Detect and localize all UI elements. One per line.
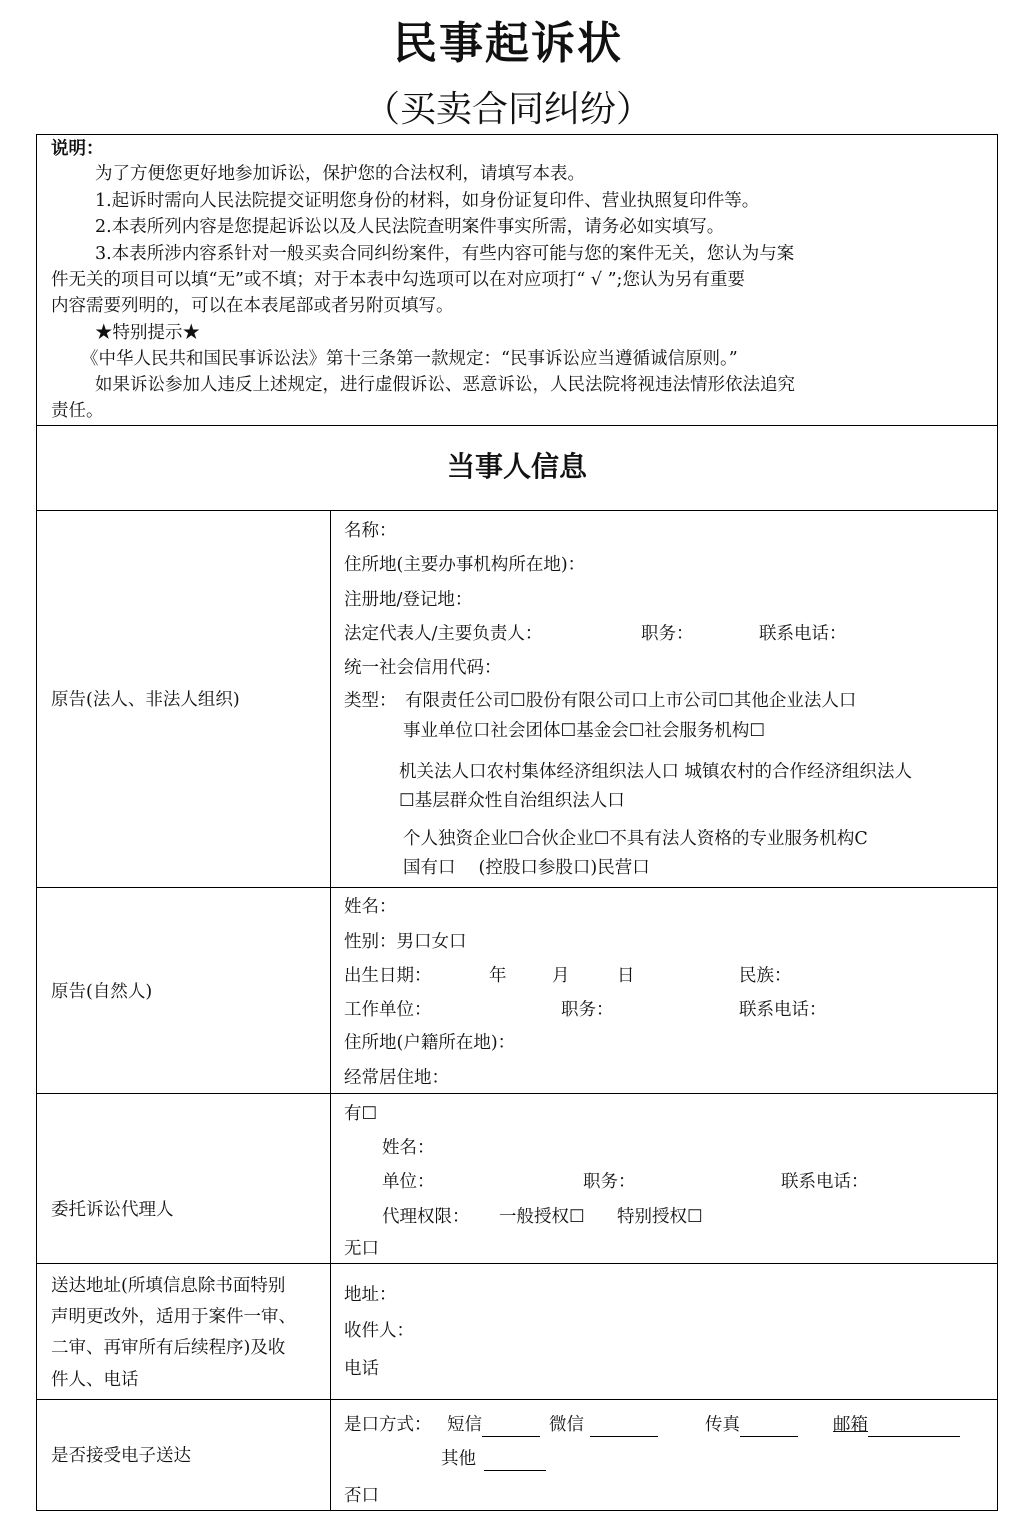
sms-label: 短信: [447, 1415, 482, 1435]
org-type-options[interactable]: ☐基层群众性自治组织法人口: [399, 791, 625, 811]
person-residence-field[interactable]: 经常居住地：: [344, 1068, 449, 1088]
agent-phone-field[interactable]: 联系电话：: [781, 1172, 869, 1192]
general-authority-checkbox[interactable]: 一般授权☐: [499, 1207, 585, 1227]
notes-line: 如果诉讼参加人违反上述规定，进行虚假诉讼、恶意诉讼，人民法院将视违法情形依法追究: [95, 375, 795, 395]
fax-label: 传真: [705, 1415, 740, 1435]
other-blank[interactable]: [484, 1450, 546, 1471]
notes-line: 3.本表所涉内容系针对一般买卖合同纠纷案件，有些内容可能与您的案件无关，您认为与案: [95, 244, 795, 264]
birth-month-label: 月: [552, 966, 570, 986]
divider: [37, 1093, 997, 1094]
agent-name-field[interactable]: 姓名：: [382, 1138, 435, 1158]
org-address-field[interactable]: 住所地(主要办事机构所在地)：: [344, 555, 586, 575]
notes-line: 2.本表所列内容是您提起诉讼以及人民法院查明案件事实所需，请务必如实填写。: [95, 217, 725, 237]
divider: [37, 1399, 997, 1400]
electronic-no-checkbox[interactable]: 否口: [344, 1486, 379, 1506]
column-divider: [330, 510, 331, 1510]
person-birth-field[interactable]: 出生日期：: [344, 966, 432, 986]
sms-blank[interactable]: [482, 1416, 540, 1437]
org-type-label: 类型：: [344, 691, 397, 711]
wechat-option[interactable]: [549, 1413, 658, 1437]
org-phone-field[interactable]: 联系电话：: [759, 624, 847, 644]
org-name-field[interactable]: 名称：: [344, 521, 397, 541]
electronic-yes-checkbox[interactable]: 是口方式：: [344, 1415, 432, 1435]
person-phone-field[interactable]: 联系电话：: [739, 1000, 827, 1020]
notes-line: 《中华人民共和国民事诉讼法》第十三条第一款规定：“民事诉讼应当遵循诚信原则。”: [81, 349, 738, 369]
service-label-line: 二审、再审所有后续程序)及收: [51, 1338, 286, 1358]
service-recipient-field[interactable]: 收件人：: [344, 1321, 414, 1341]
service-label-line: 声明更改外，适用于案件一审、: [51, 1307, 296, 1327]
service-label-line: 送达地址(所填信息除书面特别: [51, 1276, 286, 1296]
agent-authority-label: 代理权限：: [382, 1207, 470, 1227]
divider: [37, 425, 997, 426]
notes-line: 责任。: [51, 401, 104, 421]
electronic-service-label: 是否接受电子送达: [51, 1446, 191, 1466]
wechat-label: 微信: [549, 1415, 584, 1435]
wechat-blank[interactable]: [590, 1416, 658, 1437]
plaintiff-person-label: 原告(自然人): [51, 982, 153, 1002]
person-gender-field[interactable]: 性别：男口女口: [344, 932, 467, 952]
person-domicile-field[interactable]: 住所地(户籍所在地)：: [344, 1033, 516, 1053]
special-authority-checkbox[interactable]: 特别授权☐: [617, 1207, 703, 1227]
org-registered-field[interactable]: 注册地/登记地：: [344, 590, 473, 610]
divider: [37, 510, 997, 511]
org-credit-code-field[interactable]: 统一社会信用代码：: [344, 658, 502, 678]
agent-no-checkbox[interactable]: 无口: [344, 1239, 379, 1259]
fax-option[interactable]: [705, 1413, 798, 1437]
agent-yes-checkbox[interactable]: 有☐: [344, 1104, 378, 1124]
fax-blank[interactable]: [740, 1416, 798, 1437]
section-title: 当事人信息: [446, 450, 587, 483]
notes-heading: 说明：: [51, 139, 104, 159]
org-type-options[interactable]: 机关法人口农村集体经济组织法人口 城镇农村的合作经济组织法人: [399, 762, 913, 782]
notes-line: 为了方便您更好地参加诉讼，保护您的合法权利，请填写本表。: [95, 164, 585, 184]
service-label-line: 件人、电话: [51, 1370, 139, 1390]
org-type-options[interactable]: 个人独资企业☐合伙企业☐不具有法人资格的专业服务机构C: [403, 829, 868, 849]
email-blank[interactable]: [868, 1416, 960, 1437]
notes-line: 内容需要列明的，可以在本表尾部或者另附页填写。: [51, 296, 454, 316]
sms-option[interactable]: [447, 1413, 540, 1437]
person-ethnicity-field[interactable]: 民族：: [739, 966, 792, 986]
birth-year-label: 年: [489, 966, 507, 986]
service-phone-field[interactable]: 电话: [344, 1359, 379, 1379]
person-name-field[interactable]: 姓名：: [344, 897, 397, 917]
divider: [37, 1263, 997, 1264]
divider: [37, 887, 997, 888]
person-work-unit-field[interactable]: 工作单位：: [344, 1000, 432, 1020]
org-type-options[interactable]: 有限责任公司☐股份有限公司口上市公司☐其他企业法人口: [405, 691, 857, 711]
page-subtitle: （买卖合同纠纷）: [363, 89, 652, 130]
notes-line: 件无关的项目可以填“无”或不填；对于本表中勾选项可以在对应项打“ √ ”;您认为另有重要: [51, 270, 745, 290]
email-label: 邮箱: [833, 1415, 868, 1435]
org-type-options[interactable]: 事业单位口社会团体☐基金会☐社会服务机构☐: [403, 721, 766, 741]
agent-unit-field[interactable]: 单位：: [382, 1172, 435, 1192]
notes-line: 1.起诉时需向人民法院提交证明您身份的材料，如身份证复印件、营业执照复印件等。: [95, 191, 760, 211]
service-address-field[interactable]: 地址：: [344, 1285, 397, 1305]
org-position-field[interactable]: 职务：: [641, 624, 694, 644]
agent-label: 委托诉讼代理人: [51, 1200, 174, 1220]
other-label: 其他: [441, 1449, 476, 1469]
org-legal-rep-field[interactable]: 法定代表人/主要负责人：: [344, 624, 543, 644]
org-type-options[interactable]: 国有口 (控股口参股口)民营口: [403, 858, 650, 878]
email-option[interactable]: [833, 1413, 960, 1437]
person-position-field[interactable]: 职务：: [561, 1000, 614, 1020]
other-option[interactable]: [441, 1447, 546, 1471]
plaintiff-org-label: 原告(法人、非法人组织): [51, 690, 240, 710]
form-table: [36, 134, 998, 1511]
agent-position-field[interactable]: 职务：: [583, 1172, 636, 1192]
page-title: 民事起诉状: [393, 18, 623, 69]
notes-special-tip: ★特别提示★: [95, 323, 200, 343]
birth-day-label: 日: [617, 966, 635, 986]
